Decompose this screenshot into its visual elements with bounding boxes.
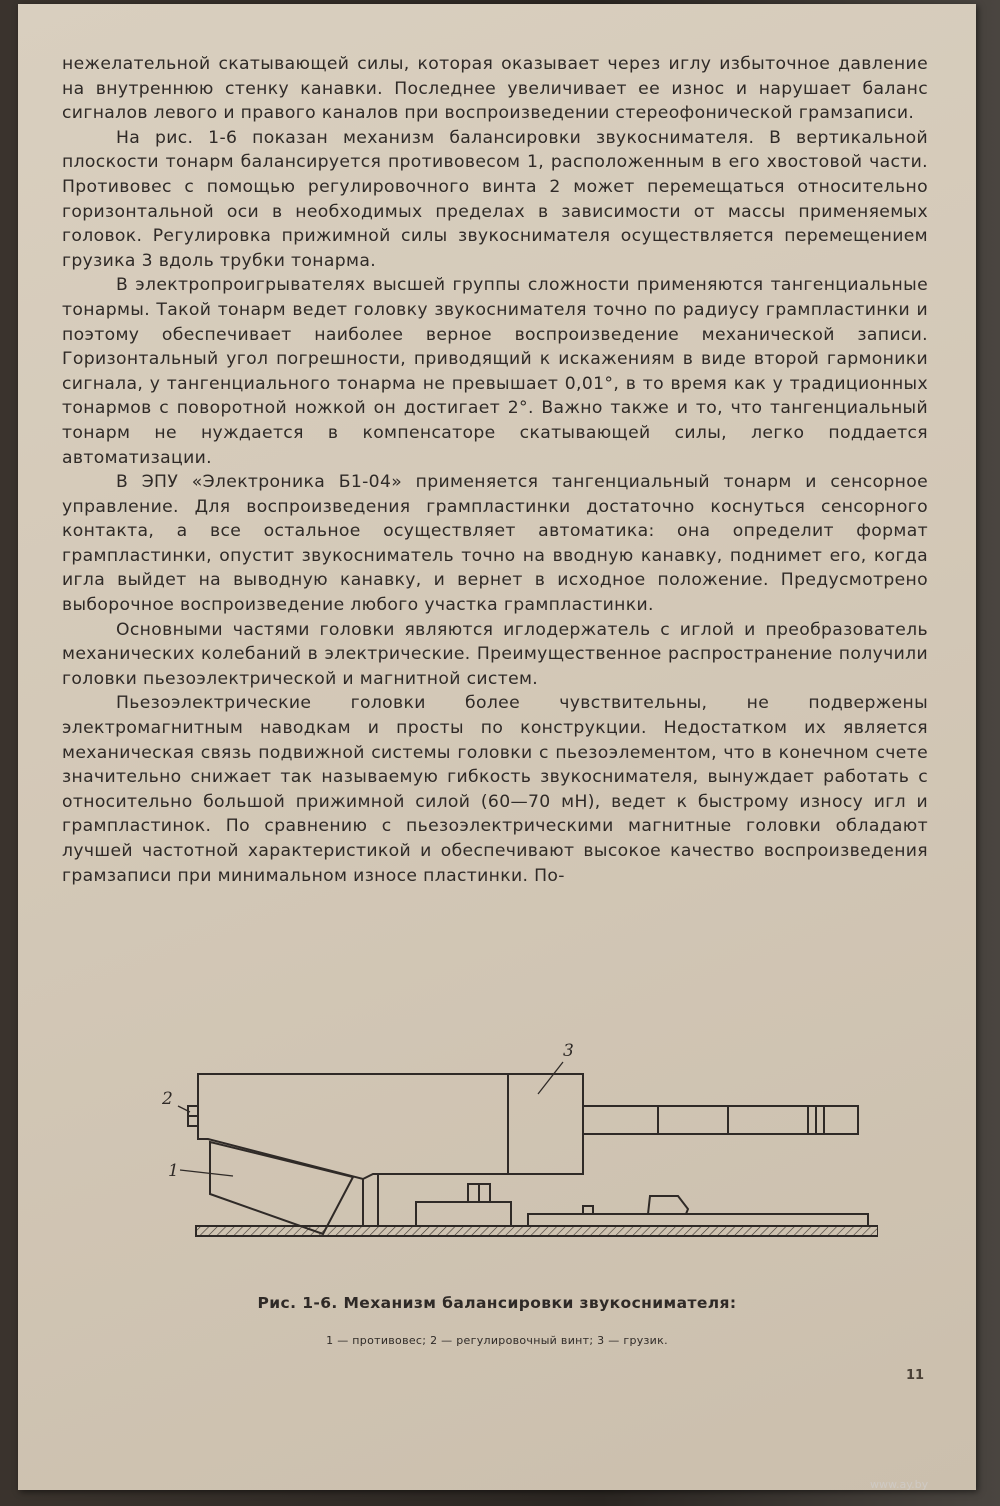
base-plate <box>196 1226 878 1236</box>
body-text <box>62 52 928 888</box>
paragraph-2: На рис. 1-6 показан механизм балансировки звукоснимателя. В вертикальной плоскости тонарм балансируется противовесом 1, расположенным в его хвостовой части. Противовес с помощью регулировочного винта 2 может перемещаться относительно горизонтальной оси в необходимых пределах в зависимости от массы применяемых головок. Регулировка прижимной силы звукоснимателя осуществляется перемещением грузика 3 вдоль трубки тонарма. <box>62 127 928 271</box>
label-2: 2 <box>162 1089 173 1109</box>
book-page <box>18 4 976 1490</box>
label-3: 3 <box>563 1041 574 1061</box>
paragraph-1: нежелательной скатывающей силы, которая оказывает через иглу избыточное давление на внутреннюю стенку канавки. Последнее увеличивает ее износ и нарушает баланс сигналов левого и правого каналов при воспроизведении стереофонической грамзаписи. <box>62 54 928 124</box>
counterweight-housing <box>198 1074 508 1179</box>
paragraph-3: В электропроигрывателях высшей группы сложности применяются тангенциальные тонармы. Такой тонарм ведет головку звукоснимателя точно по радиусу грампластинки и поэтому обеспечивает наиболее верное воспроизведение механической записи. Горизонтальный угол погрешности, приводящий к искажениям в виде второй гармоники сигнала, у тангенциального тонарма не превышает 0,01°, в то время как у традиционных тонармов с поворотной ножкой он достигает 2°. Важно также и то, что тангенциальный тонарм не нуждается в компенсаторе скатывающей силы, легко поддается автоматизации. <box>62 275 928 468</box>
pivot-block <box>416 1202 511 1226</box>
figure-legend: 1 — противовес; 2 — регулировочный винт; 3 — грузик. <box>326 1334 668 1347</box>
label-1: 1 <box>168 1161 179 1181</box>
figure-caption: Рис. 1-6. Механизм балансировки звукоснимателя: <box>257 1294 737 1312</box>
counterweight <box>210 1142 353 1234</box>
sliding-weight <box>508 1074 583 1174</box>
paragraph-5: Основными частями головки являются иглодержатель с иглой и преобразователь механических колебаний в электрические. Преимущественное распространение получили головки пьезоэлектрической и магнитной систем. <box>62 619 928 689</box>
slide-base <box>528 1214 868 1226</box>
page-number: 11 <box>906 1368 925 1383</box>
paragraph-4: В ЭПУ «Электроника Б1-04» применяется тангенциальный тонарм и сенсорное управление. Для воспроизведения грампластинки достаточно коснуться сенсорного контакта, а все остальное осуществляет автоматика: она определит формат грампластинки, опустит звукосниматель точно на вводную канавку, поднимет его, когда игла выйдет на выводную канавку, и вернет в исходное положение. Предусмотрено выборочное воспроизведение любого участка грампластинки. <box>62 472 928 616</box>
watermark: www.ay.by <box>870 1478 929 1491</box>
balancing-mechanism-figure <box>138 1034 878 1284</box>
paragraph-6: Пьезоэлектрические головки более чувствительны, не подвержены электромагнитным наводкам и просты по конструкции. Недостатком их является механическая связь подвижной системы головки с пьезоэлементом, что в конечном счете значительно снижает так называемую гибкость звукоснимателя, вынуждает работать с относительно большой прижимной силой (60—70 мН), ведет к быстрому износу игл и грампластинок. По сравнению с пьезоэлектрическими магнитные головки обладают лучшей частотной характеристикой и обеспечивают высокое качество воспроизведения грамзаписи при минимальном износе пластинки. По- <box>62 693 928 886</box>
